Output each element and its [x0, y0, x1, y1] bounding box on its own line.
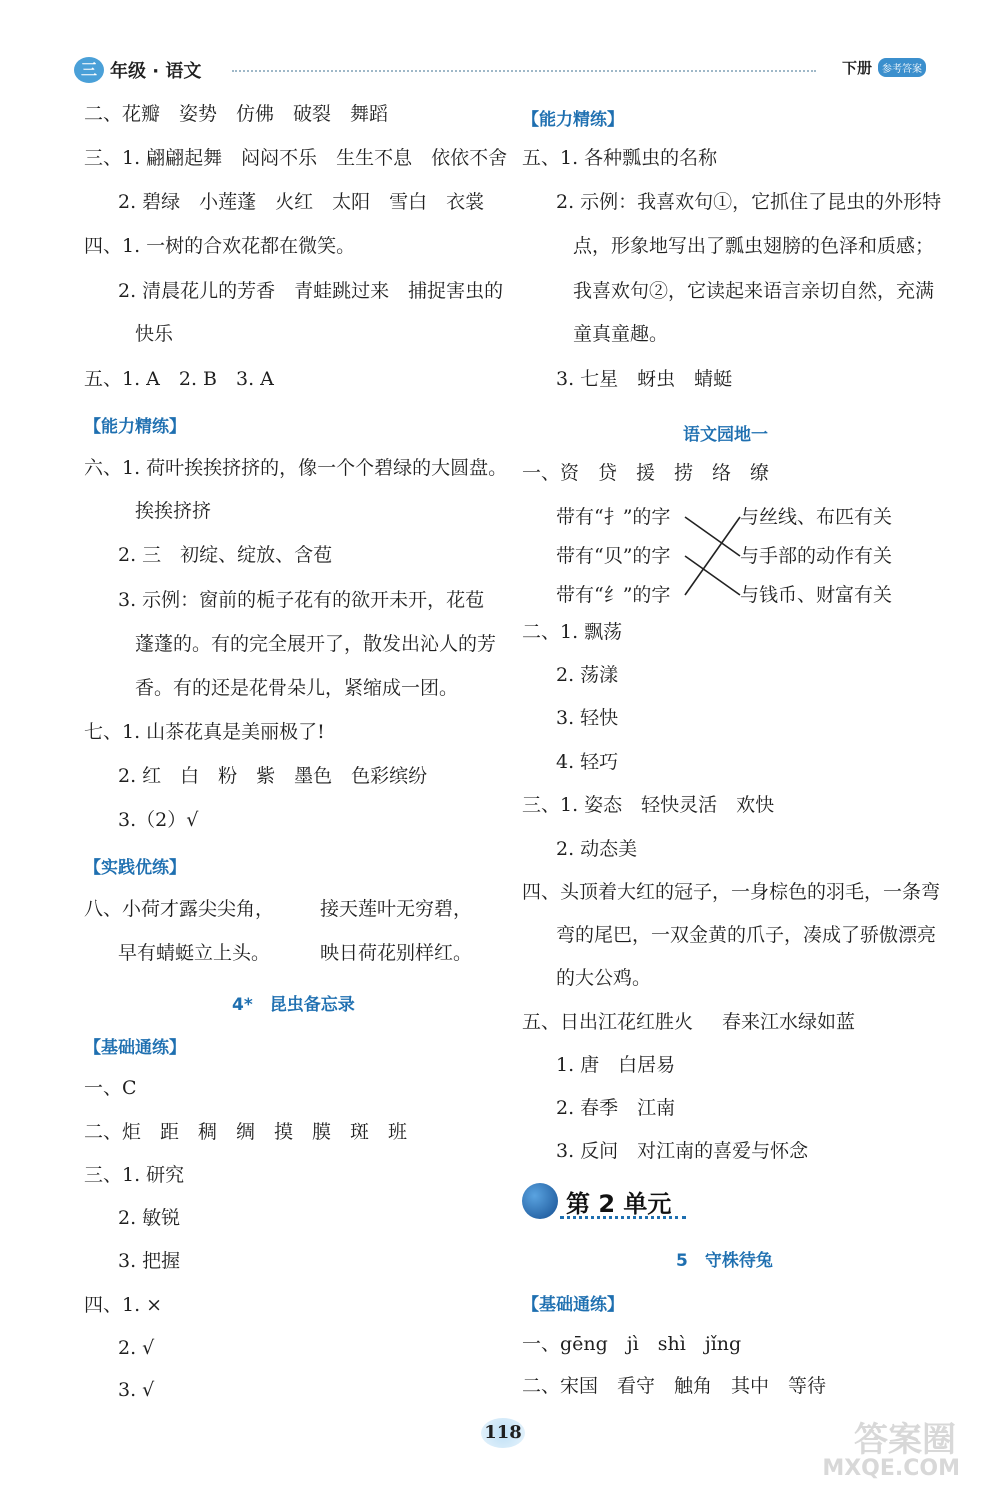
answer-line: 二、宋国 看守 触角 其中 等待	[522, 1375, 827, 1397]
poem-line: 八、小荷才露尖尖角，	[84, 898, 275, 920]
grade-subject: 年级 · 语文	[110, 61, 202, 82]
answer-line: 七、1. 山茶花真是美丽极了!	[84, 721, 325, 743]
answer-line: 我喜欢句②，它读起来语言亲切自然，充满	[573, 280, 935, 302]
answer-line: 五、1. 各种瓢虫的名称	[522, 147, 718, 169]
watermark-logo: 答案圈	[854, 1420, 956, 1460]
answer-line: 2. 示例：我喜欢句①，它抓住了昆虫的外形特	[556, 191, 942, 213]
poem-line: 早有蜻蜓立上头。	[118, 942, 271, 964]
answer-line: 四、1. 一树的合欢花都在微笑。	[84, 235, 356, 257]
match-left-item: 带有“扌”的字	[556, 506, 671, 528]
poem-line: 五、日出江花红胜火	[522, 1011, 694, 1033]
answer-line: 一、gēng jì shì jǐng	[522, 1333, 742, 1355]
answer-line: 快乐	[135, 323, 174, 345]
answer-line: 六、1. 荷叶挨挨挤挤的，像一个个碧绿的大圆盘。	[84, 457, 508, 479]
answer-line: 点，形象地写出了瓢虫翅膀的色泽和质感；	[573, 235, 935, 257]
answer-line: 2. 敏锐	[118, 1207, 181, 1229]
page-header-right	[842, 57, 926, 78]
answer-line: 2. 三 初绽、绽放、含苞	[118, 544, 333, 566]
chapter-title: 语文园地一	[683, 425, 768, 445]
chapter-title: 4* 昆虫备忘录	[232, 995, 355, 1015]
match-lines	[680, 505, 750, 610]
answer-line: 1. 唐 白居易	[556, 1054, 676, 1076]
answer-line: 二、炬 距 稠 绸 摸 膜 斑 班	[84, 1121, 408, 1143]
unit-banner	[522, 1183, 671, 1219]
volume-label: 下册	[841, 59, 872, 77]
unit-underline	[560, 1216, 686, 1219]
answer-line: 二、花瓣 姿势 仿佛 破裂 舞蹈	[84, 103, 389, 125]
match-left-item: 带有“纟”的字	[556, 584, 671, 606]
match-line	[685, 556, 740, 595]
poem-line: 接天莲叶无穷碧，	[320, 898, 473, 920]
answer-line: 4. 轻巧	[556, 751, 619, 773]
section-heading: 【能力精练】	[522, 110, 624, 130]
answer-line: 童真童趣。	[573, 323, 669, 345]
answer-line: 二、1. 飘荡	[522, 621, 623, 643]
match-right-item: 与手部的动作有关	[740, 545, 893, 567]
answer-line: 2. 清晨花儿的芳香 青蛙跳过来 捕捉害虫的	[118, 280, 504, 302]
answer-line: 三、1. 翩翩起舞 闷闷不乐 生生不息 依依不舍	[84, 147, 508, 169]
match-left-item: 带有“贝”的字	[556, 545, 671, 567]
match-right-item: 与钱币、财富有关	[740, 584, 893, 606]
answer-line: 3.（2）√	[118, 809, 199, 831]
unit-title: 第 2 单元	[566, 1189, 672, 1218]
reference-answer-badge: 参考答案	[878, 58, 926, 77]
answer-line: 2. 红 白 粉 紫 墨色 色彩缤纷	[118, 765, 428, 787]
poem-line: 映日荷花别样红。	[320, 942, 473, 964]
match-line	[685, 517, 740, 595]
answer-line: 四、头顶着大红的冠子，一身棕色的羽毛，一条弯	[522, 881, 941, 903]
unit-ball-icon	[522, 1183, 558, 1219]
poem-line: 春来江水绿如蓝	[722, 1011, 856, 1033]
page-number: 118	[481, 1418, 525, 1448]
answer-line: 三、1. 姿态 轻快灵活 欢快	[522, 794, 775, 816]
match-line	[685, 517, 740, 556]
answer-line: 3. 示例：窗前的栀子花有的欲开未开，花苞	[118, 589, 485, 611]
answer-line: 一、C	[84, 1077, 137, 1099]
section-heading: 【能力精练】	[84, 417, 186, 437]
section-heading: 【基础通练】	[84, 1038, 186, 1058]
answer-line: 3. 反问 对江南的喜爱与怀念	[556, 1140, 809, 1162]
header-divider	[232, 70, 816, 72]
page-header-left	[74, 57, 201, 83]
answer-line: 的大公鸡。	[556, 967, 652, 989]
chapter-title: 5 守株待兔	[676, 1251, 773, 1271]
answer-line: 3. 轻快	[556, 707, 619, 729]
answer-line: 弯的尾巴，一双金黄的爪子，凑成了骄傲漂亮	[556, 924, 937, 946]
answer-line: 2. 动态美	[556, 838, 638, 860]
answer-line: 三、1. 研究	[84, 1164, 185, 1186]
answer-line: 一、资 贷 援 捞 络 缭	[522, 462, 770, 484]
answer-line: 挨挨挤挤	[135, 500, 212, 522]
answer-line: 2. 荡漾	[556, 664, 619, 686]
answer-line: 3. 七星 蚜虫 蜻蜓	[556, 368, 733, 390]
answer-line: 2. 碧绿 小莲蓬 火红 太阳 雪白 衣裳	[118, 191, 485, 213]
answer-line: 3. √	[118, 1379, 155, 1401]
answer-line: 3. 把握	[118, 1250, 181, 1272]
answer-line: 香。有的还是花骨朵儿，紧缩成一团。	[135, 677, 459, 699]
watermark-url: MXQE.COM	[822, 1456, 960, 1481]
answer-line: 蓬蓬的。有的完全展开了，散发出沁人的芳	[135, 633, 497, 655]
section-heading: 【基础通练】	[522, 1295, 624, 1315]
answer-line: 2. √	[118, 1337, 155, 1359]
answer-line: 五、1. A 2. B 3. A	[84, 368, 274, 390]
answer-line: 2. 春季 江南	[556, 1097, 676, 1119]
grade-badge: 三	[74, 57, 104, 83]
match-right-item: 与丝线、布匹有关	[740, 506, 893, 528]
section-heading: 【实践优练】	[84, 858, 186, 878]
answer-line: 四、1. ×	[84, 1294, 163, 1316]
